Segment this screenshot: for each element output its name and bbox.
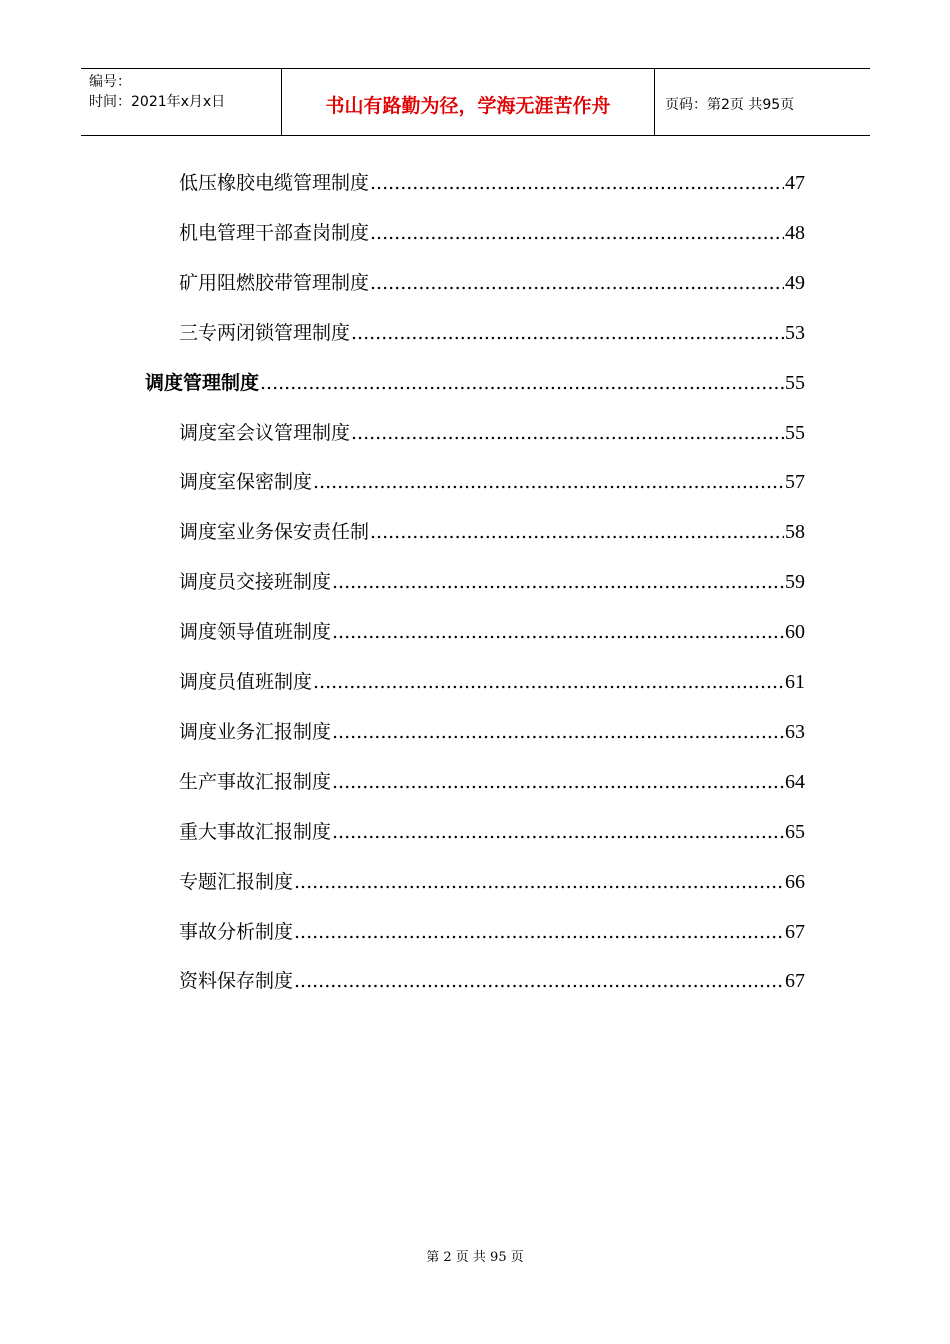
toc-entry-title: 调度室会议管理制度: [179, 422, 351, 444]
toc-entry[interactable]: [145, 368, 805, 398]
toc-entry[interactable]: [179, 617, 805, 647]
toc-entry-title: 调度业务汇报制度: [179, 721, 332, 743]
header-time-label: 时间：2021年x月x日: [89, 94, 226, 110]
toc-dot-leader: [332, 821, 784, 843]
header-number-label: 编号：: [89, 74, 131, 90]
toc-entry-title: 调度室业务保安责任制: [179, 521, 370, 543]
toc-entry-title: 三专两闭锁管理制度: [179, 322, 351, 344]
toc-dot-leader: [313, 471, 784, 493]
toc-entry-page: 61: [785, 671, 805, 693]
toc-entry-page: 67: [785, 921, 805, 943]
toc-dot-leader: [332, 621, 784, 643]
toc-entry-page: 53: [785, 322, 805, 344]
toc-entry-title: 资料保存制度: [179, 970, 294, 992]
toc-entry-title: 低压橡胶电缆管理制度: [179, 172, 370, 194]
toc-entry-page: 67: [785, 970, 805, 992]
toc-dot-leader: [294, 970, 784, 992]
toc-entry-title: 调度员值班制度: [179, 671, 313, 693]
toc-entry[interactable]: [179, 966, 805, 996]
toc-entry[interactable]: [179, 767, 805, 797]
toc-entry[interactable]: [179, 168, 805, 198]
toc-entry-page: 49: [785, 272, 805, 294]
toc-dot-leader: [260, 372, 784, 394]
toc-entry[interactable]: [179, 418, 805, 448]
toc-entry-title: 矿用阻燃胶带管理制度: [179, 272, 370, 294]
toc-entry[interactable]: [179, 717, 805, 747]
toc-dot-leader: [370, 222, 784, 244]
header-motto: 书山有路勤为径，学海无涯苦作舟: [282, 69, 655, 135]
toc-entry-page: 55: [785, 422, 805, 444]
toc-entry-page: 59: [785, 571, 805, 593]
toc-entry-page: 57: [785, 471, 805, 493]
toc-dot-leader: [332, 771, 784, 793]
toc-entry-title: 事故分析制度: [179, 921, 294, 943]
toc-dot-leader: [313, 671, 784, 693]
page-footer: 第 2 页 共 95 页: [426, 1250, 524, 1265]
toc-entry[interactable]: [179, 467, 805, 497]
header-page-info: 页码：第2页 共95页: [665, 96, 795, 113]
toc-dot-leader: [294, 871, 784, 893]
toc-entry-page: 60: [785, 621, 805, 643]
toc-entry-page: 48: [785, 222, 805, 244]
toc-entry[interactable]: [179, 917, 805, 947]
toc-entry[interactable]: [179, 268, 805, 298]
toc-entry-title: 调度管理制度: [145, 372, 260, 394]
toc-entry-page: 58: [785, 521, 805, 543]
toc-entry-page: 47: [785, 172, 805, 194]
toc-dot-leader: [351, 322, 784, 344]
toc-entry-title: 调度室保密制度: [179, 471, 313, 493]
toc-entry-title: 生产事故汇报制度: [179, 771, 332, 793]
page-header: [81, 68, 870, 136]
toc-entry[interactable]: [179, 667, 805, 697]
toc-entry-title: 调度领导值班制度: [179, 621, 332, 643]
toc-dot-leader: [370, 172, 784, 194]
toc-entry-title: 机电管理干部查岗制度: [179, 222, 370, 244]
toc-entry-title: 专题汇报制度: [179, 871, 294, 893]
toc-entry-page: 64: [785, 771, 805, 793]
toc-dot-leader: [332, 571, 784, 593]
toc-entry-page: 63: [785, 721, 805, 743]
toc-dot-leader: [370, 272, 784, 294]
toc-dot-leader: [351, 422, 784, 444]
toc-entry[interactable]: [179, 567, 805, 597]
toc-entry[interactable]: [179, 218, 805, 248]
toc-dot-leader: [370, 521, 784, 543]
toc-entry[interactable]: [179, 517, 805, 547]
toc-entry-page: 55: [785, 372, 805, 394]
toc-dot-leader: [332, 721, 784, 743]
toc-entry[interactable]: [179, 318, 805, 348]
toc-entry[interactable]: [179, 867, 805, 897]
toc-entry-title: 调度员交接班制度: [179, 571, 332, 593]
toc-entry[interactable]: [179, 817, 805, 847]
toc-entry-page: 66: [785, 871, 805, 893]
header-meta: [81, 69, 282, 135]
toc-entry-title: 重大事故汇报制度: [179, 821, 332, 843]
toc-dot-leader: [294, 921, 784, 943]
toc-entry-page: 65: [785, 821, 805, 843]
